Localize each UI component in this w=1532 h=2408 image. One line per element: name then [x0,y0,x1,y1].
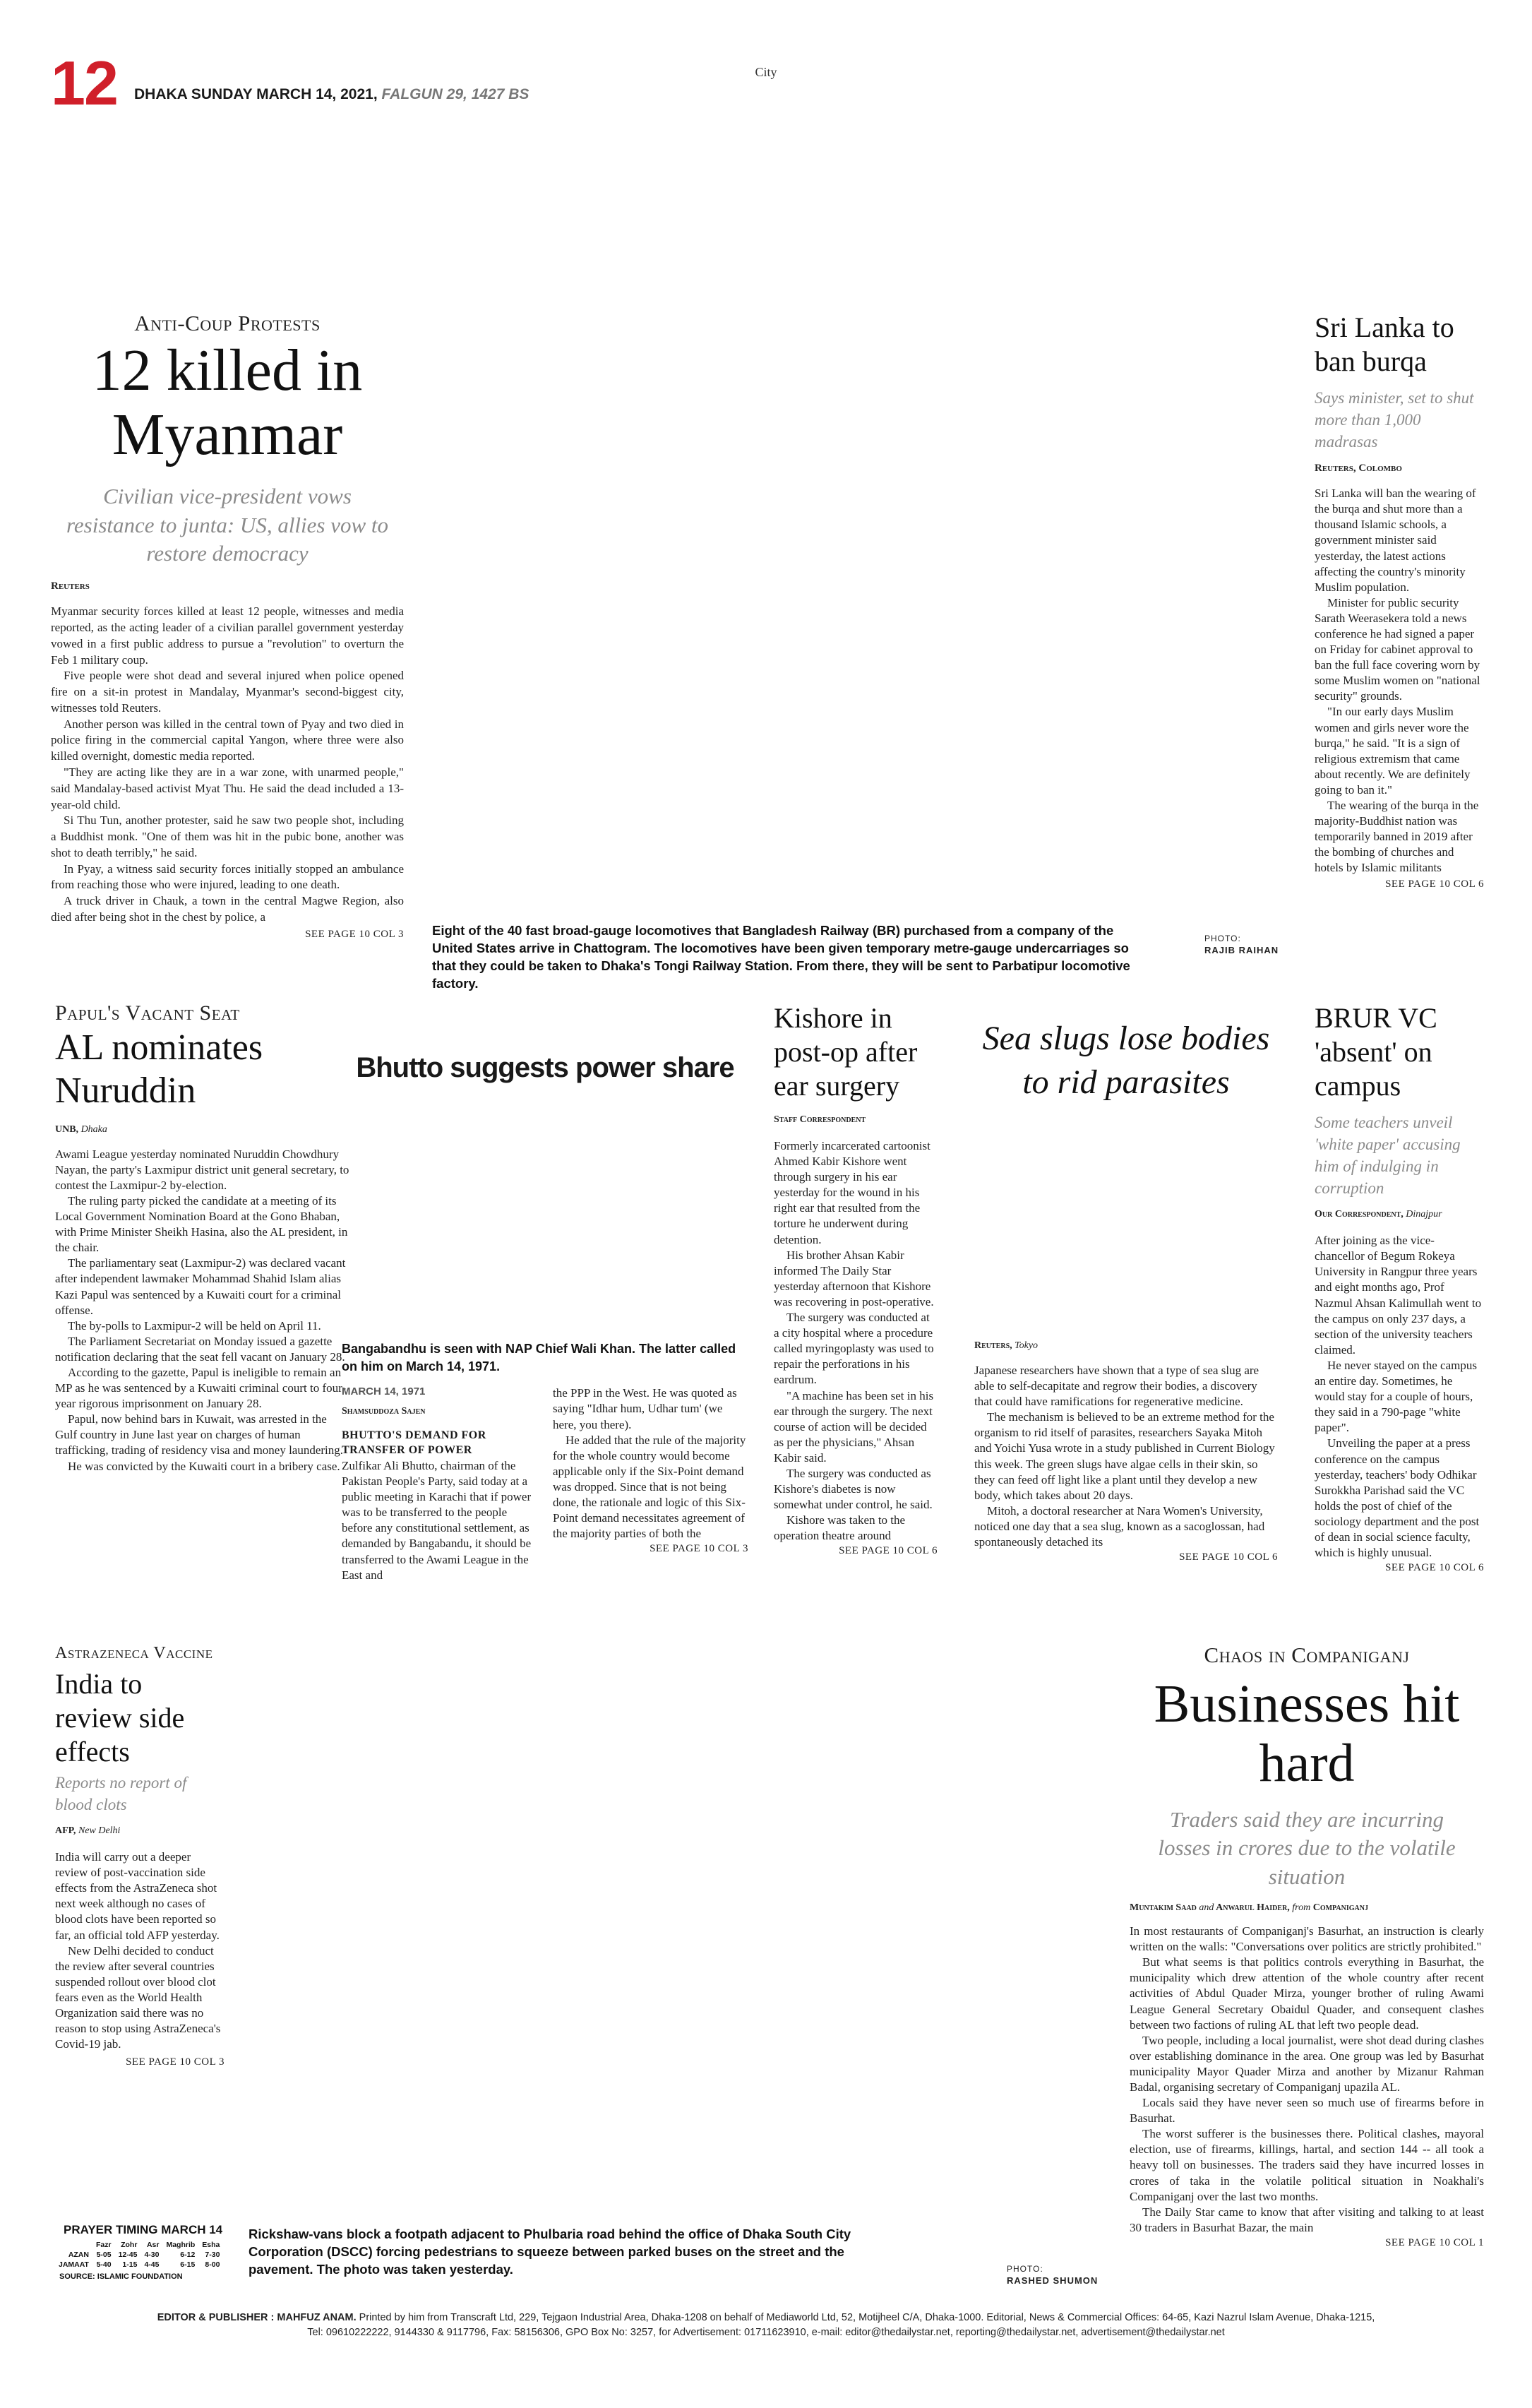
headline[interactable]: Kishore in post-op after ear surgery [774,1002,918,1102]
headline[interactable]: Bhutto suggests power share [356,1052,734,1083]
paragraph: The worst sufferer is the businesses there. Political clashes, mayoral election, use of firearms, killings, hartal, and section 144 -- all took a heavy toll on businesses. The traders said they have incurred losses in crores of taka in the volatile political situation in Noakhali's Companiganj over the last two months. [1130,2127,1484,2203]
byline: Muntakim Saad and Anwarul Haider, from Companiganj [1130,1902,1368,1914]
paragraph: Five people were shot dead and several injured when police opened fire on a sit-in protest in Mandalay, Myanmar's second-biggest city, witnesses told Reuters. [51,669,404,715]
photo-caption: Bangabandhu is seen with NAP Chief Wali Khan. The latter called on him on March 14, 1971. [342,1342,736,1374]
headline[interactable]: Sri Lanka to ban burqa [1315,311,1454,377]
locomotive-photo-caption: Eight of the 40 fast broad-gauge locomotives that Bangladesh Railway (BR) purchased from a company of the United States arrive in Chattogram. The locomotives have been given temporary metre-gauge undercarriages so that they could be taken to Dhaka's Tongi Railway Station. From there, they will be sent to Parbatipur locomotive factory. [432,923,1130,991]
deck: Traders said they are incurring losses in crores due to the volatile situation [1158,1807,1456,1889]
paragraph: The surgery was conducted as Kishore's diabetes is now somewhat under control, he said. [774,1466,933,1512]
prayer-timing-box [55,2223,232,2281]
paragraph: Another person was killed in the central town of Pyay and two died in police firing in the commercial capital Yangon, where three were also killed overnight, domestic media reported. [51,717,404,763]
paragraph: Unveiling the paper at a press conference on the campus yesterday, teachers' body Odhikar Surokkha Parishad said the VC holds the post of chief of the sociology department and the post of dean in social science faculty, which is highly unusual. [1315,1436,1480,1560]
rickshaw-photo-credit [1007,2264,1113,2287]
byline: Shamsuddoza Sajen [342,1406,426,1417]
paragraph: The mechanism is believed to be an extreme method for the organism to rid itself of parasites, researchers Sayaka Mitoh and Yoichi Yusa wrote in a study published in Current Biology this week. The green slugs have algae cells in their skin, so they can feed off light like a plant until they develop a new body, which takes about 20 days. [974,1410,1275,1502]
paragraph: The Daily Star came to know that after visiting and talking to at least 30 traders in Basurhat Bazar, the main [1130,2205,1484,2234]
paragraph: Sri Lanka will ban the wearing of the burqa and shut more than a thousand Islamic schools, a government minister said yesterday, the latest actions affecting the country's minority Muslim population. [1315,487,1476,594]
article-nuruddin [55,1001,352,1474]
byline: Our Correspondent, Dinajpur [1315,1209,1442,1220]
paragraph: The Parliament Secretariat on Monday issued a gazette notification declaring that the seat fell vacant on January 28. [55,1334,345,1364]
paragraph: His brother Ahsan Kabir informed The Daily Star yesterday afternoon that Kishore was recovering in post-operative. [774,1248,934,1309]
article-srilanka [1315,311,1484,890]
article-body [55,1849,225,2052]
headline[interactable]: Sea slugs lose bodies to rid parasites [982,1020,1270,1102]
imprint-line-2: Tel: 09610222222, 9144330 & 9117796, Fax: 58156306, GPO Box No: 3257, for Advertisement: 01711623910, e-mail: editor@thedailystar.net, reporting@thedailystar.net, advertisement@thedailystar.net [307,2327,1225,2339]
editor-publisher: EDITOR & PUBLISHER : MAHFUZ ANAM. [157,2312,357,2323]
jump-link[interactable]: SEE PAGE 10 COL 6 [1385,1562,1484,1574]
prayer-source: SOURCE: ISLAMIC FOUNDATION [59,2272,183,2281]
byline: Staff Correspondent [774,1114,866,1125]
paragraph: "In our early days Muslim women and girls never wore the burqa," he said. "It is a sign of religious extremism that came about recently. We are definitely going to ban it." [1315,705,1471,797]
date-text: DHAKA SUNDAY MARCH 14, 2021, [134,86,378,102]
credit-label: PHOTO: [1204,934,1241,943]
kicker: Papul's Vacant Seat [55,1001,240,1025]
jump-link[interactable]: SEE PAGE 10 COL 1 [1385,2236,1484,2248]
kicker: Astrazeneca Vaccine [55,1644,213,1662]
paragraph: Kishore was taken to the operation theatre around [774,1513,906,1543]
dateline [134,86,529,103]
headline[interactable]: AL nominates Nuruddin [55,1027,263,1111]
jump-link[interactable]: SEE PAGE 10 COL 3 [650,1543,748,1555]
prayer-table: Fazr Zohr Asr Maghrib Esha AZAN 5-05 12-45 4-30 6-12 7-30 JAMAAT 5-40 1-15 4-45 6-15 8-00 [59,2241,220,2269]
paragraph: The ruling party picked the candidate at a meeting of its Local Government Nomination Board at the Gono Bhaban, with Prime Minister Sheikh Hasina, also the AL president, in the chair. [55,1193,348,1255]
paragraph: The wearing of the burqa in the majority-Buddhist nation was temporarily banned in 2019 after the bombing of churches and hotels by Islamic militants [1315,799,1479,875]
jump-link[interactable]: SEE PAGE 10 COL 3 [126,2056,225,2068]
paragraph: A truck driver in Chauk, a town in the central Magwe Region, also died after being shot in the chest by police, a [51,894,404,924]
paragraph: The by-polls to Laxmipur-2 will be held on April 11. [68,1318,321,1333]
paragraph: The parliamentary seat (Laxmipur-2) was declared vacant after independent lawmaker Mohammad Shahid Islam alias Kazi Papul was sentenced by a Kuwaiti court for a criminal offense. [55,1256,346,1317]
byline: AFP, New Delhi [55,1825,121,1837]
paragraph: Si Thu Tun, another protester, said he saw two people shot, including a Buddhist monk. "One of them was hit in the pubic bone, another was shot to death terribly," he said. [51,813,404,859]
paragraph: But what seems is that politics controls everything in Basurhat, the municipality which drew attention of the whole country after recent activities of Abdul Quader Mirza, younger brother of ruling Awami League General Secretary Obaidul Quader, and consequent clashes between two factions of ruling AL that left two people dead. [1130,1955,1484,2032]
paragraph: "They are acting like they are in a war zone, with unarmed people," said Mandalay-based activist Myat Thu. He said the dead included a 13-year-old child. [51,765,404,811]
article-body [55,1147,352,1474]
article-body [1130,1924,1484,2236]
bangla-date: FALGUN 29, 1427 BS [381,86,529,102]
byline: Reuters [51,580,90,592]
article-body [974,1363,1278,1550]
kicker: Chaos in Companiganj [1204,1643,1410,1667]
rickshaw-photo-caption: Rickshaw-vans block a footpath adjacent to Phulbaria road behind the office of Dhaka South City Corporation (DSCC) forcing pedestrians to squeeze between parked buses on the street and the pavement. The photo was taken yesterday. [249,2227,851,2277]
prayer-title: PRAYER TIMING MARCH 14 [64,2223,223,2236]
paragraph: Papul, now behind bars in Kuwait, was arrested in the Gulf country in June last year on charges of human trafficking, trading of residency visa and money laundering. [55,1412,344,1458]
article-body [51,604,404,925]
article-companiganj [1130,1643,1484,2249]
article-seaslugs [974,1017,1278,1105]
jump-link[interactable]: SEE PAGE 10 COL 6 [839,1545,938,1557]
paragraph: Mitoh, a doctoral researcher at Nara Women's University, noticed one day that a sea slug, known as a sacoglossan, had spontaneously detached its [974,1503,1265,1549]
jump-link[interactable]: SEE PAGE 10 COL 3 [305,928,404,940]
paragraph: India will carry out a deeper review of post-vaccination side effects from the AstraZeneca shot next week although no cases of blood clots have been reported so far, an official told AFP yesterday. [55,1850,220,1942]
byline: Reuters, Tokyo [974,1340,1039,1351]
byline: Reuters, Colombo [1315,463,1402,475]
page-number: 12 [51,48,117,118]
article-kishore [774,1001,938,1557]
paragraph: Minister for public security Sarath Weerasekera told a news conference he had signed a paper on Friday for cabinet approval to ban the full face covering worn by some Muslim women on "national security" grounds. [1315,595,1480,703]
deck: Reports no report of blood clots [55,1774,187,1814]
headline[interactable]: Businesses hit hard [1154,1674,1460,1793]
jump-link[interactable]: SEE PAGE 10 COL 6 [1385,878,1484,890]
paragraph: Locals said they have never seen so much use of firearms before in Basurhat. [1130,2096,1484,2126]
headline[interactable]: BRUR VC 'absent' on campus [1315,1002,1437,1102]
paragraph: New Delhi decided to conduct the review after several countries suspended rollout over blood clot fears even as the World Health Organization said there was no reason to stop using AstraZeneca's Covid-19 jab. [55,1943,221,2051]
byline: UNB, Dhaka [55,1123,107,1135]
article-bhutto [342,1052,748,1084]
paragraph: He was convicted by the Kuwaiti court in a bribery case. [68,1459,340,1473]
credit-name: RASHED SHUMON [1007,2275,1099,2286]
seaslugs-body-block [974,1340,1278,1563]
paragraph: After joining as the vice-chancellor of Begum Rokeya University in Rangpur three years and eight months ago, Prof Nazmul Ahsan Kalimullah went to the campus on only 237 days, a section of the university teachers claimed. [1315,1234,1482,1357]
paragraph: In most restaurants of Companiganj's Basurhat, an instruction is clearly written on the walls: "Conversations over politics are strictly prohibited." [1130,1924,1484,1954]
article-brur [1315,1001,1484,1574]
deck: Some teachers unveil 'white paper' accusing him of indulging in corruption [1315,1114,1461,1198]
paragraph: Awami League yesterday nominated Nuruddin Chowdhury Nayan, the party's Laxmipur district unit general secretary, to contest the Laxmipur-2 by-election. [55,1147,349,1192]
article-body [1315,1233,1484,1561]
imprint-footer [42,2311,1490,2340]
dateline-1971: MARCH 14, 1971 [342,1385,426,1398]
paragraph: Myanmar security forces killed at least 12 people, witnesses and media reported, as the acting leader of a civilian parallel government yesterday vowed in a first public address to pursue a "revolution" to overturn the Feb 1 military coup. [51,604,404,667]
credit-name: RAJIB RAIHAN [1204,944,1279,955]
kicker: Anti-Coup Protests [134,311,321,335]
paragraph: Japanese researchers have shown that a type of sea slug are able to self-decapitate and regrow their bodies, a discovery that could have ramifications for regenerative medicine. [974,1364,1259,1409]
jump-link[interactable]: SEE PAGE 10 COL 6 [1179,1551,1278,1563]
headline[interactable]: India to review side effects [55,1668,185,1768]
paragraph: In Pyay, a witness said security forces initially stopped an ambulance from reaching those who were injured, leading to one death. [51,862,404,892]
paragraph: Formerly incarcerated cartoonist Ahmed Kabir Kishore went through surgery in his ear yesterday for the wound in his right ear that resulted from the torture he underwent during detention. [774,1139,930,1246]
paragraph: Two people, including a local journalist, were shot dead during clashes over establishing dominance in the area. One group was led by Basurhat municipality Mayor Quader Mirza and another by Mizanur Rahman Badal, organising secretary of Companiganj upazila AL. [1130,2033,1484,2094]
article-body [1315,486,1484,876]
headline[interactable]: 12 killed in Myanmar [92,338,363,467]
column-text: the PPP in the West. He was quoted as saying "Idhar hum, Udhar tum' (we here, you there). He added that the rule of the majority for the whole country would become applicable only if the Six-Point demand was dropped. Since that is not being done, the rationale and logic of this Six-Point demand necessitates agreement of the majority parties of both the [553,1386,746,1541]
deck: Says minister, set to shut more than 1,000 madrasas [1315,389,1474,451]
paragraph: According to the gazette, Papul is ineligible to remain an MP as he was sentenced by a Kuwaiti criminal court to four-year rigorous imprisonment on January 28. [55,1365,347,1411]
column-text: Zulfikar Ali Bhutto, chairman of the Pakistan People's Party, said today at a public meeting in Karachi that if power was to be transferred to the people before any constitutional settlement, as demanded by Bangabandu, it should be transferred to the Awami League in the East and [342,1458,532,1582]
article-astrazeneca [55,1644,225,2068]
paragraph: "A machine has been set in his ear through the surgery. The next course of action will be decided as per the physicians," Ahsan Kabir said. [774,1388,934,1465]
locomotive-photo-credit [1204,934,1289,956]
paragraph: The surgery was conducted at a city hospital where a procedure called myringoplasty was used to repair the perforations in his eardrum. [774,1311,934,1387]
article-body [774,1138,938,1544]
bhutto-body-block [342,1340,748,1583]
subhead: BHUTTO'S DEMAND FOR TRANSFER OF POWER [342,1429,486,1457]
imprint-line-1: Printed by him from Transcraft Ltd, 229, Tejgaon Industrial Area, Dhaka-1208 on behalf of Mediaworld Ltd, 52, Motijheel C/A, Dhaka-1000. Editorial, News & Commercial Offices: 64-65, Kazi Nazrul Islam Avenue, Dhaka-1215, [359,2312,1375,2323]
deck: Civilian vice-president vows resistance to junta: US, allies vow to restore democracy [66,484,389,566]
paragraph: He never stayed on the campus an entire day. Sometimes, he would stay for a couple of hours, they said in a 790-page "white paper". [1315,1358,1477,1435]
section-label: City [755,65,777,79]
article-myanmar [51,311,404,941]
credit-label: PHOTO: [1007,2264,1043,2274]
